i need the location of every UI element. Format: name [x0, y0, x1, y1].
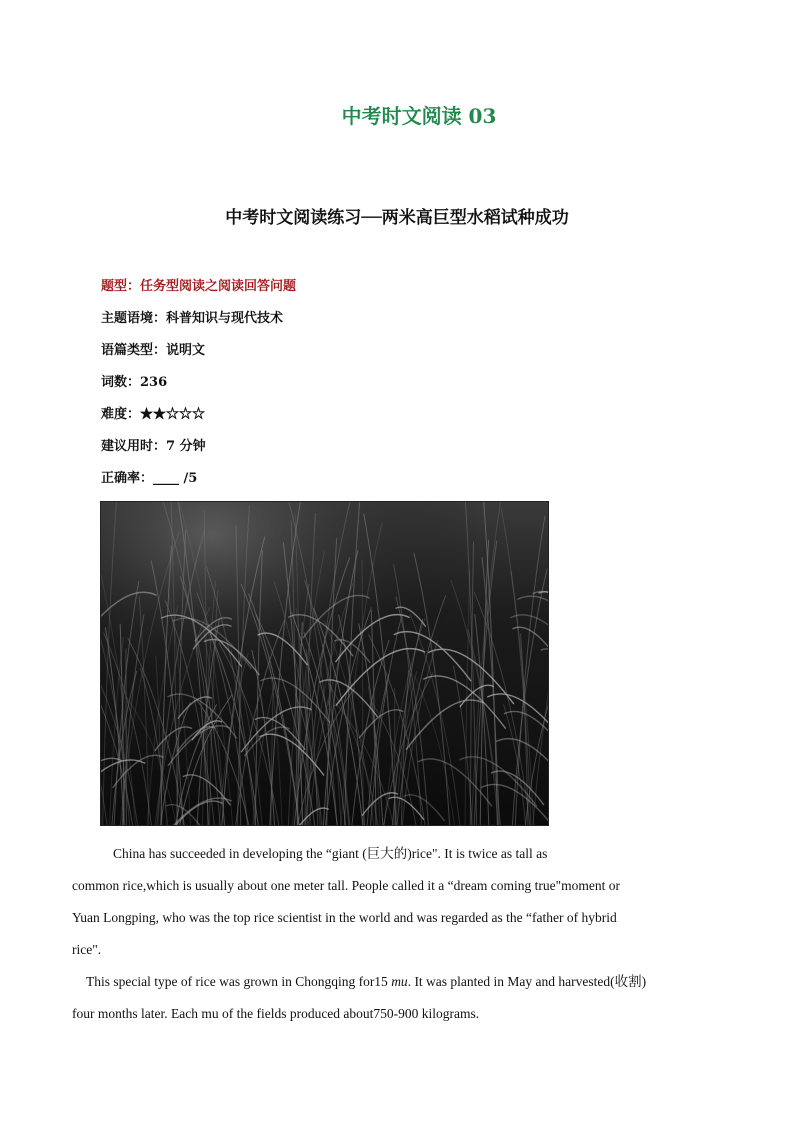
accuracy-field: 正确率：____ /5: [101, 471, 198, 486]
rice-field-photo: [100, 501, 549, 826]
difficulty-rating: 难度：★★☆☆☆: [101, 407, 206, 422]
series-title: 中考时文阅读 03: [341, 104, 497, 128]
question-type: 题型：任务型阅读之阅读回答问题: [101, 279, 297, 294]
page-title: 中考时文阅读练习──两米高巨型水稻试种成功: [225, 208, 569, 228]
suggested-time: 建议用时：7 分钟: [101, 439, 206, 454]
passage-paragraph-1: China has succeeded in developing the “giant (巨大的)rice". It is twice as tall as common rice,which is usually about one meter tall. People called it a “dream coming true"moment or Yuan Longping, who was the top rice scientist in the world and was regarded as the “father of hybrid rice".: [72, 846, 620, 957]
passage-paragraph-2: This special type of rice was grown in Chongqing for15 mu. It was planted in May and harvested(收割) four months later. Each mu of the fields produced about750-900 kilograms.: [72, 974, 647, 1021]
exercise-info: [101, 276, 601, 500]
word-count: 词数：236: [101, 375, 168, 390]
text-type: 语篇类型：说明文: [101, 343, 206, 358]
passage: [72, 838, 732, 1030]
theme-context: 主题语境：科普知识与现代技术: [101, 311, 284, 326]
